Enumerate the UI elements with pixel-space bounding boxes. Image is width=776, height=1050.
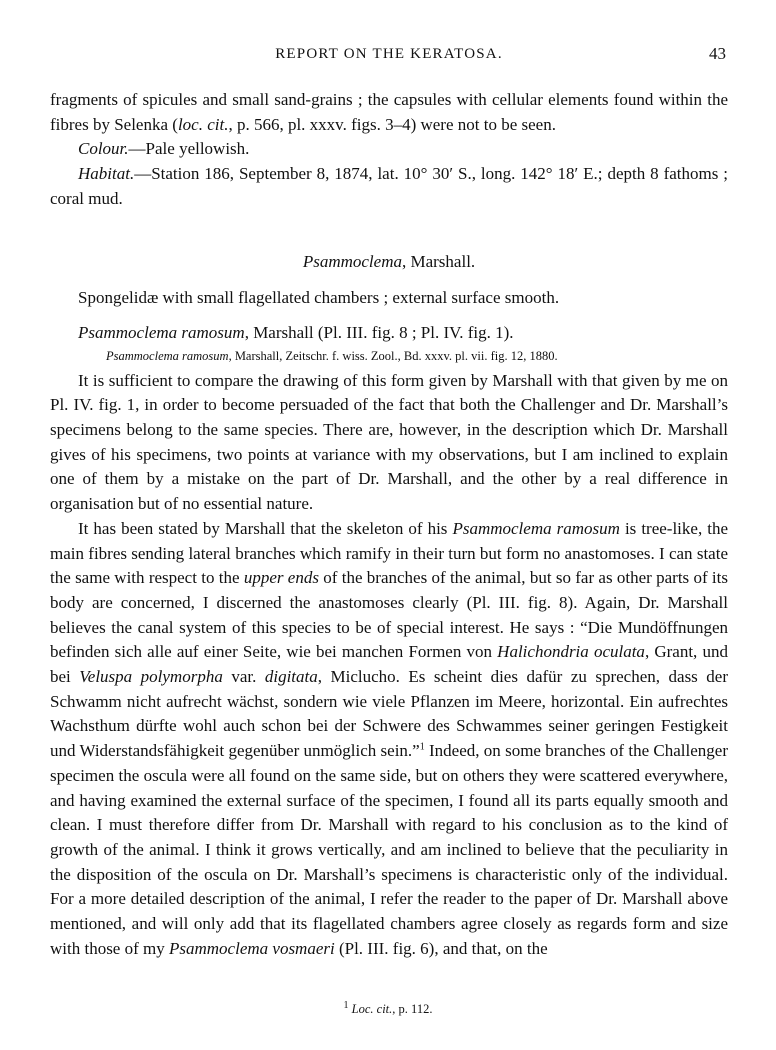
paragraph-comparison: It is sufficient to compare the drawing of this form given by Marshall with that given by me on Pl. IV. fig. 1, in order to become persuaded of the fact that both the Challenger and Dr. Marshall’s specimens belong to the same species. There are, however, in the description which Dr. Marshall gives of his specimens, two points at variance with my observations, but I am inclined to explain one of them by a mistake on the part of Dr. Marshall, and the other by a real difference in organisation but of no essential nature. xyxy=(50,370,728,514)
paragraph-skeleton: It has been stated by Marshall that the skeleton of his Psammoclema ramosum is tree-like, the main fibres sending lateral branches which ramify in their turn but form no anastomoses. I can state the same with respect to the upper ends of the branches of the animal, but so far as other parts of its body are concerned, I discerned the anastomoses clearly (Pl. III. fig. 8). Again, Dr. Marshall believes the canal system of this species to be of special interest. He says : “Die Mundöffnungen befinden sich alle auf einer Seite, wie bei manchen Formen von Halichondria oculata, Grant, und bei Veluspa polymorpha var. digitata, Miclucho. Es scheint dies dafür zu sprechen, dass der Schwamm nicht aufrecht wächst, sondern wie viele Pflanzen im Meere, horizontal. Ein aufrechtes Wachsthum dürfte wohl auch schon bei der Schwere des Schwammes seiner geringen Festigkeit und Widerstandsfähigkeit gegenüber unmöglich sein.”$^1$ Indeed, on some branches of the Challenger specimen the oscula were all found on the same side, but on others they were scattered everywhere, and having examined the external surface of the specimen, I found all its parts equally smooth and clean. I must therefore differ from Dr. Marshall with regard to his conclusion as to the kind of growth of the animal. I think it grows vertically, and am inclined to believe that the peculiarity in the disposition of the oscula on Dr. Marshall’s specimens is characteristic only of the individual. For a more detailed description of the animal, I refer the reader to the paper of Dr. Marshall above mentioned, and will only add that its flagellated chambers agree closely as regards form and size with those of my Psammoclema vosmaeri (Pl. III. fig. 6), and that, on the xyxy=(50,518,729,958)
colour-label: Colour. xyxy=(78,139,129,159)
species-name: Psammoclema ramosum xyxy=(78,322,245,342)
footnote-reference: 1 xyxy=(419,741,425,753)
habitat-label: Habitat. xyxy=(78,164,135,184)
colour-entry: Colour.—Pale yellowish. xyxy=(78,139,250,159)
page-number: 43 xyxy=(709,44,726,63)
footnote: $^1$ Loc. cit., p. 112. xyxy=(343,999,433,1016)
paragraph-continued: fragments of spicules and small sand-grains ; the capsules with cellular elements found within the fibres by Selenka (loc. cit., p. 566, pl. xxxv. figs. 3–4) were not to be seen. xyxy=(50,90,728,134)
habitat-entry: Habitat.—Station 186, September 8, 1874, lat. 10° 30′ S., long. 142° 18′ E.; depth 8 fathoms ; coral mud. xyxy=(50,164,728,208)
page-header xyxy=(50,46,728,68)
species-heading: Psammoclema ramosum, Marshall (Pl. III. fig. 8 ; Pl. IV. fig. 1). xyxy=(78,322,514,342)
genus-diagnosis: Spongelidæ with small flagellated chambers ; external surface smooth. xyxy=(78,288,560,308)
page-body xyxy=(50,88,728,962)
synonym-reference: Psammoclema ramosum, Marshall, Zeitschr. f. wiss. Zool., Bd. xxxv. pl. vii. fig. 12, 1880. xyxy=(106,348,558,363)
running-title: REPORT ON THE KERATOSA. xyxy=(275,46,503,62)
genus-heading: Psammoclema, Marshall. xyxy=(302,251,476,271)
genus-name: Psammoclema xyxy=(302,251,402,271)
